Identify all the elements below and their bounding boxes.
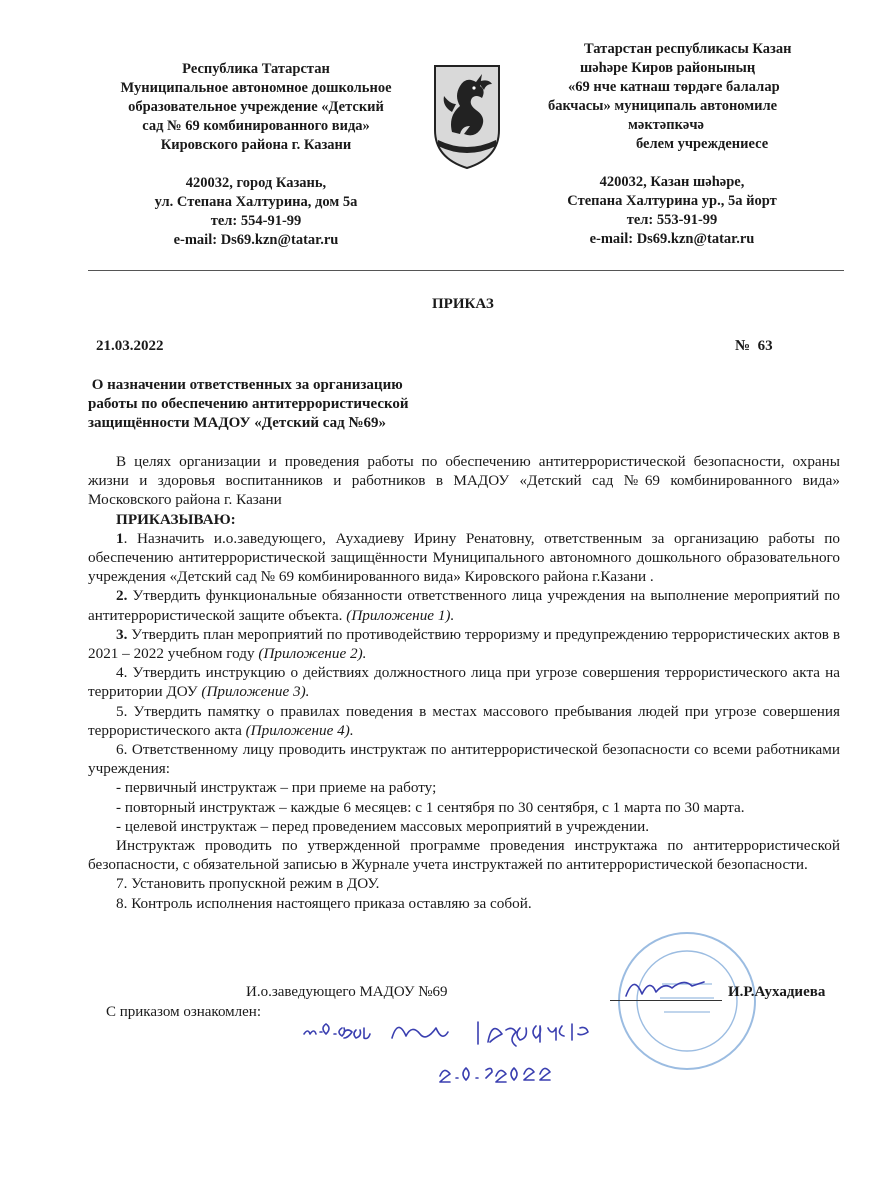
header-right-address: 420032, Казан шәһәре, (599, 174, 745, 190)
order-body (88, 452, 840, 913)
header-right-line: Татарстан республикасы Казан (584, 41, 792, 57)
handwritten-acknowledgement (300, 1012, 670, 1097)
header-right-line: «69 нче катнаш төрдәге балалар (568, 79, 780, 95)
item-number: 2. (116, 587, 128, 605)
header-right-address: Степана Халтурина ур., 5а йорт (567, 193, 777, 209)
acquainted-label: С приказом ознакомлен: (106, 1004, 262, 1020)
header-right-line: мәктәпкәчә (628, 117, 704, 133)
order-word: ПРИКАЗЫВАЮ: (116, 510, 236, 528)
item-number: 1 (116, 529, 124, 547)
instruction-paragraph: Инструктаж проводить по утвержденной программе проведения инструктажа по антитеррористической безопасности, с обязательной записью в Журнале учета инструктажей по антитеррористической безопасности. (88, 837, 840, 874)
item-7: 7. Установить пропускной режим в ДОУ. (116, 875, 380, 893)
subject-line: О назначении ответственных за организацию (88, 377, 403, 393)
item-text: 4. Утвердить инструкцию о действиях должностного лица при угрозе совершения террористического акта на территории ДОУ (88, 664, 840, 701)
intro-paragraph: В целях организации и проведения работы по обеспечению антитеррористической безопасности, охраны жизни и здоровья воспитанников и работников в МАДОУ «Детский сад №69 комбинированного вида» Московского района г. Казани (88, 453, 840, 509)
item-text: Утвердить план мероприятий по противодействию терроризму и предупреждению террористических актов в 2021 – 2022 учебном году (88, 625, 840, 663)
header-left-line: сад № 69 комбинированного вида» (142, 118, 370, 134)
item-text: 5. Утвердить памятку о правилах поведения в местах массового пребывания людей при угрозе совершения террористического акта (88, 702, 840, 739)
order-title: ПРИКАЗ (432, 296, 494, 312)
signatory-name: И.Р.Аухадиева (728, 984, 826, 1000)
item-3 (88, 625, 840, 663)
header-left-line: Республика Татарстан (182, 61, 330, 77)
appendix-ref: (Приложение 2). (258, 645, 367, 663)
header-left-line: образовательное учреждение «Детский (128, 99, 384, 115)
coat-of-arms-icon (430, 60, 504, 172)
item-1 (88, 529, 840, 587)
header-right-line: белем учреждениесе (636, 136, 769, 152)
header-right-line: шәһәре Киров районының (580, 60, 756, 76)
header-left-address: ул. Степана Халтурина, дом 5а (154, 194, 358, 210)
bullet-item: - повторный инструктаж – каждые 6 месяцев: с 1 сентября по 30 сентября, с 1 марта по 30 марта. (116, 798, 745, 816)
header-divider (88, 270, 844, 271)
item-text: Утвердить функциональные обязанности ответственного лица учреждения на выполнение мероприятий по антитеррористической защите объекта. (88, 587, 840, 624)
subject-line: защищённости МАДОУ «Детский сад №69» (88, 415, 387, 431)
bullet-item: - первичный инструктаж – при приеме на работу; (116, 779, 437, 797)
item-2 (88, 586, 840, 624)
appendix-ref: (Приложение 1). (346, 606, 455, 624)
bullet-item: - целевой инструктаж – перед проведением массовых мероприятий в учреждении. (116, 817, 650, 835)
header-right-address: e-mail: Ds69.kzn@tatar.ru (589, 231, 755, 247)
header-right-line: бакчасы» муниципаль автономиле (548, 98, 778, 114)
header-right-address: тел: 553-91-99 (626, 212, 718, 228)
signatory-position: И.о.заведующего МАДОУ №69 (246, 984, 448, 1000)
director-signature (620, 966, 710, 1011)
order-subject (88, 376, 409, 433)
item-4 (88, 663, 840, 701)
item-number: 3. (116, 625, 128, 643)
header-left-address: 420032, город Казань, (185, 175, 327, 191)
item-5 (88, 702, 840, 740)
appendix-ref: (Приложение 3). (201, 683, 310, 701)
item-8: 8. Контроль исполнения настоящего приказа оставляю за собой. (116, 894, 532, 912)
item-6: 6. Ответственному лицу проводить инструктаж по антитеррористической безопасности со всеми работниками учреждения: (88, 741, 840, 778)
header-left-line: Кировского района г. Казани (160, 137, 352, 153)
header-left-line: Муниципальное автономное дошкольное (120, 80, 392, 96)
header-left-address: тел: 554-91-99 (210, 213, 302, 229)
item-text: . Назначить и.о.заведующего, Аухадиеву Ирину Ренатовну, ответственным за организацию работы по обеспечению антитеррористической защищённости Муниципального автономного дошкольного образовательного учреждения «Детский сад № 69 комбинированного вида» Кировского района г.Казани . (88, 529, 840, 586)
appendix-ref: (Приложение 4). (245, 721, 354, 739)
subject-line: работы по обеспечению антитеррористической (88, 396, 409, 412)
header-left (88, 60, 424, 250)
order-number: № 63 (735, 338, 773, 354)
header-right (540, 40, 850, 249)
order-date: 21.03.2022 (96, 338, 164, 354)
header-left-address: e-mail: Ds69.kzn@tatar.ru (173, 232, 339, 248)
